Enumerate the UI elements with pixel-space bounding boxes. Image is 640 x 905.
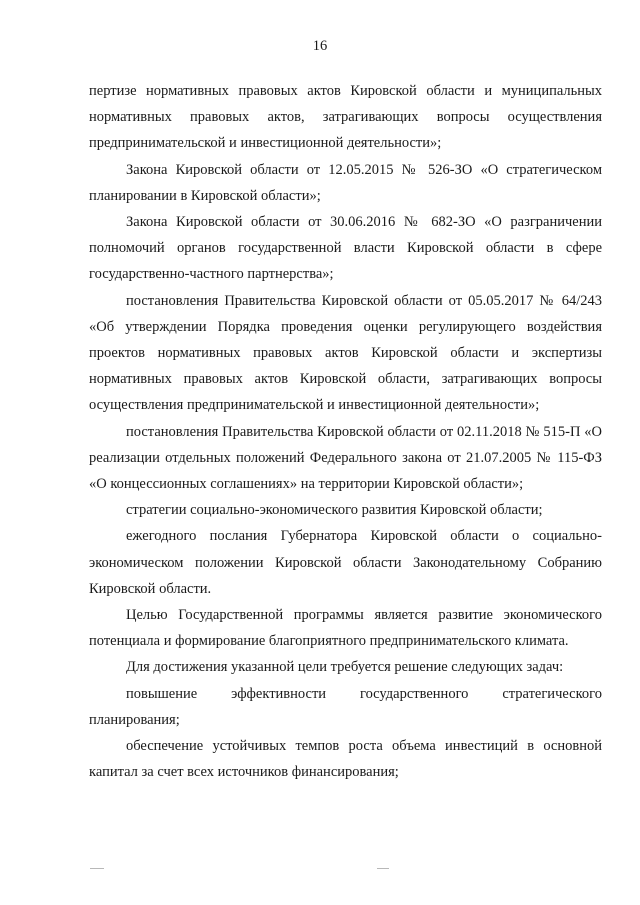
- scan-mark-center: [377, 868, 389, 869]
- document-body: [89, 78, 602, 785]
- paragraph-resolution-515: постановления Правительства Кировской области от 02.11.2018 № 515-П «О реализации отдельных положений Федерального закона от 21.07.2005 № 115-ФЗ «О концессионных соглашениях» на территории Кировской области»;: [89, 423, 602, 493]
- paragraph-law-682: Закона Кировской области от 30.06.2016 № 682-ЗО «О разграничении полномочий органов государственной власти Кировской области в сфере государственно-частного партнерства»;: [89, 214, 602, 283]
- paragraph-continuation: пертизе нормативных правовых актов Кировской области и муниципальных нормативных правовых актов, затрагивающих вопросы осуществления предпринимательской и инвестиционной деятельности»;: [89, 83, 602, 152]
- paragraph-governor-address: ежегодного послания Губернатора Кировской области о социально-экономическом положении Кировской области Законодательному Собранию Кировской области.: [89, 528, 602, 597]
- page-number: 16: [312, 38, 328, 54]
- scan-mark-left: [90, 868, 104, 869]
- paragraph-program-goal: Целью Государственной программы является развитие экономического потенциала и формирование благоприятного предпринимательского климата.: [89, 607, 602, 650]
- paragraph-tasks-intro: Для достижения указанной цели требуется решение следующих задач:: [126, 659, 564, 676]
- paragraph-task-planning: повышение эффективности государственного стратегического планирования;: [89, 685, 602, 728]
- paragraph-resolution-64-243: постановления Правительства Кировской области от 05.05.2017 № 64/243 «Об утверждении Порядка проведения оценки регулирующего воздействия проектов нормативных правовых актов Кировской области и экспертизы нормативных правовых актов Кировской области, затрагивающих вопросы осуществления предпринимательской и инвестиционной деятельности»;: [89, 292, 602, 414]
- paragraph-task-investment: обеспечение устойчивых темпов роста объема инвестиций в основной капитал за счет всех источников финансирования;: [89, 738, 602, 781]
- paragraph-strategy: стратегии социально-экономического развития Кировской области;: [126, 502, 543, 519]
- paragraph-law-526: Закона Кировской области от 12.05.2015 № 526-ЗО «О стратегическом планировании в Кировской области»;: [89, 161, 602, 204]
